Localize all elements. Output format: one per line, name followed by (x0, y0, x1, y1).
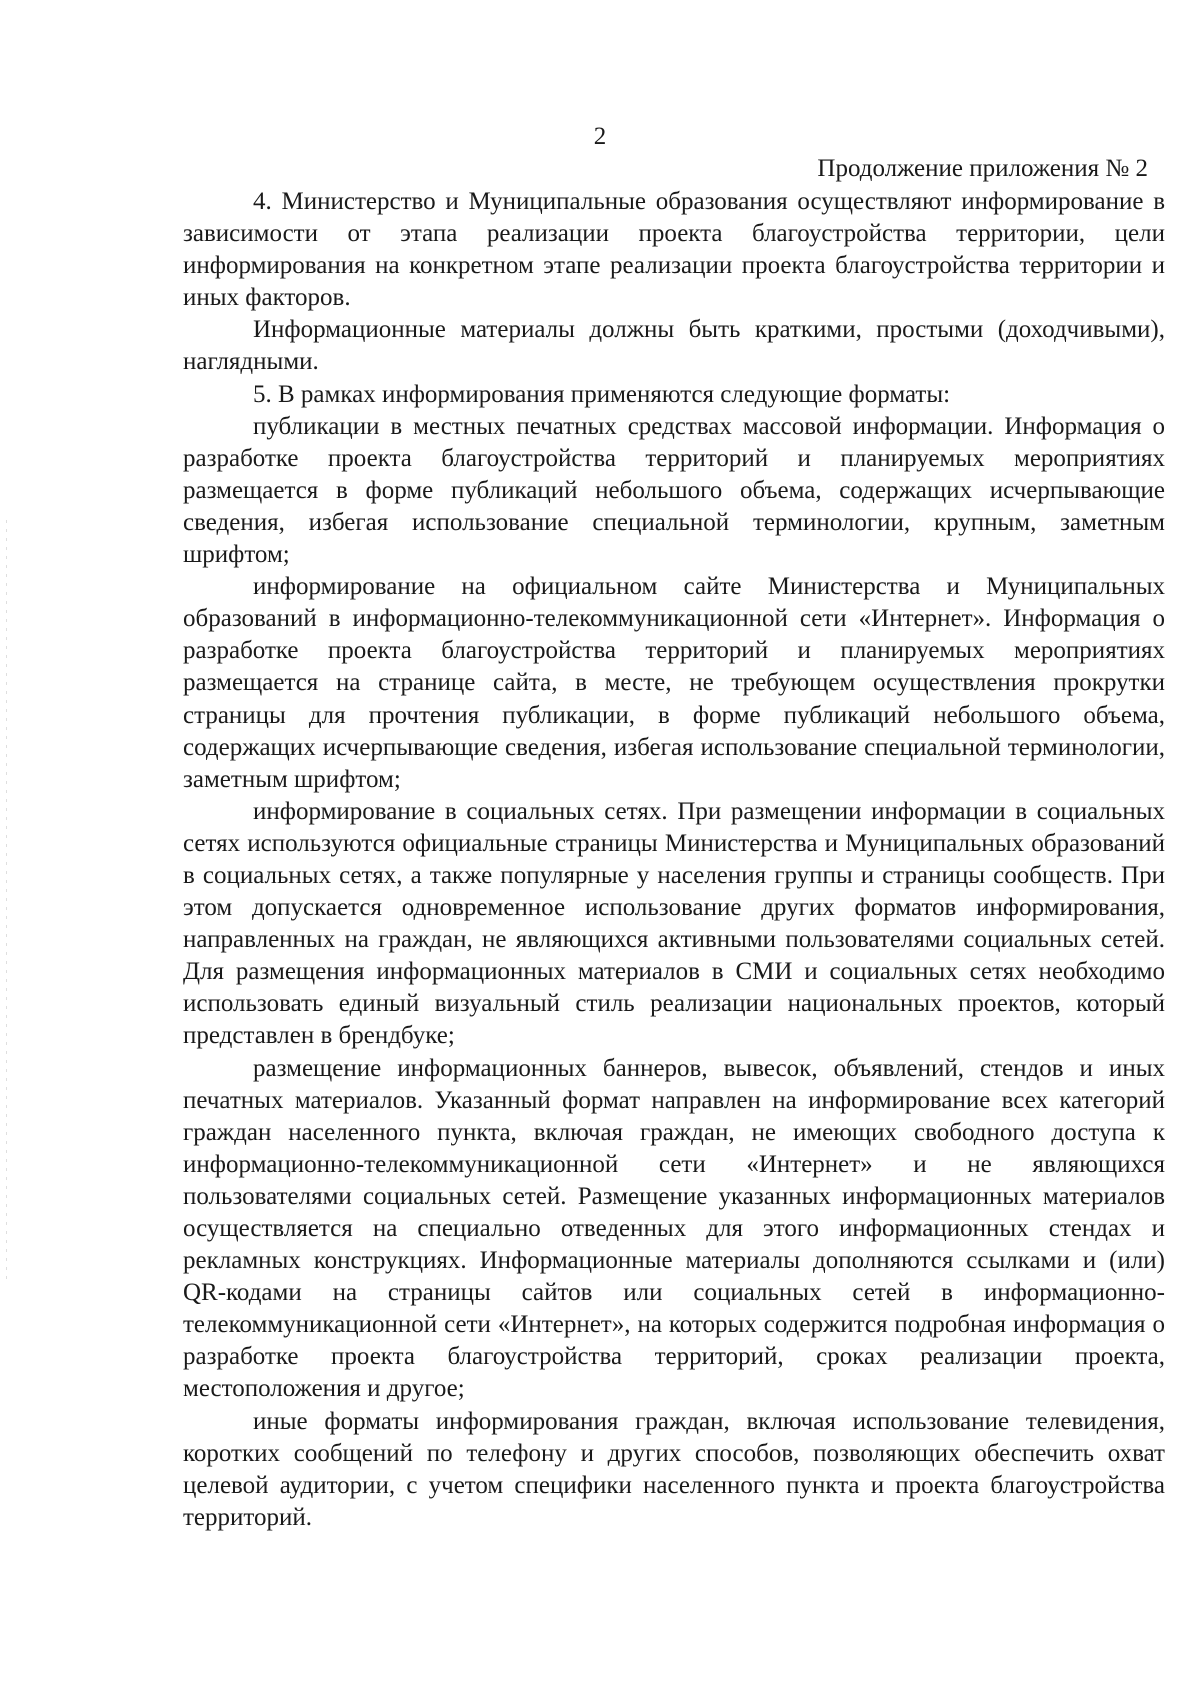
paragraph-format-print-media: публикации в местных печатных средствах массовой информации. Информация о разработке проекта благоустройства территорий и планируемых мероприятиях размещается в форме публикаций небольшого объема, содержащих исчерпывающие сведения, избегая использование специальной терминологии, крупным, заметным шрифтом; (183, 412, 1165, 569)
appendix-continuation-label: Продолжение приложения № 2 (817, 155, 1148, 182)
paragraph-format-official-website: информирование на официальном сайте Министерства и Муниципальных образований в информационно-телекоммуникационной сети «Интернет». Информация о разработке проекта благоустройства территорий и планируемых мероприятиях размещается на странице сайта, в месте, не требующем осуществления прокрутки страницы для прочтения публикации, в форме публикаций небольшого объема, содержащих исчерпывающие сведения, избегая использование специальной терминологии, заметным шрифтом; (183, 573, 1165, 793)
paragraph-item-4: 4. Министерство и Муниципальные образования осуществляют информирование в зависимости от этапа реализации проекта благоустройства территории, цели информирования на конкретном этапе реализации проекта благоустройства территории и иных факторов. (183, 188, 1165, 312)
paragraph-item-5: 5. В рамках информирования применяются следующие форматы: (253, 380, 951, 408)
document-body (183, 186, 1165, 1534)
paragraph-materials-requirements: Информационные материалы должны быть краткими, простыми (доходчивыми), наглядными. (183, 316, 1165, 376)
scan-edge-artifact (6, 520, 7, 1280)
page-number: 2 (593, 123, 607, 150)
paragraph-format-other: иные форматы информирования граждан, включая использование телевидения, коротких сообщений по телефону и других способов, позволяющих обеспечить охват целевой аудитории, с учетом специфики населенного пункта и проекта благоустройства территорий. (183, 1407, 1165, 1531)
paragraph-format-banners-stands: размещение информационных баннеров, вывесок, объявлений, стендов и иных печатных материалов. Указанный формат направлен на информирование всех категорий граждан населенного пункта, включая граждан, не имеющих свободного доступа к информационно-телекоммуникационной сети «Интернет» и не являющихся пользователями социальных сетей. Размещение указанных информационных материалов осуществляется на специально отведенных для этого информационных стендах и рекламных конструкциях. Информационные материалы дополняются ссылками и (или) QR-кодами на страницы сайтов или социальных сетей в информационно-телекоммуникационной сети «Интернет», на которых содержится подробная информация о разработке проекта благоустройства территорий, сроках реализации проекта, местоположения и другое; (183, 1054, 1165, 1403)
paragraph-format-social-networks: информирование в социальных сетях. При размещении информации в социальных сетях используются официальные страницы Министерства и Муниципальных образований в социальных сетях, а также популярные у населения группы и страницы сообществ. При этом допускается одновременное использование других форматов информирования, направленных на граждан, не являющихся активными пользователями социальных сетей. Для размещения информационных материалов в СМИ и социальных сетях необходимо использовать единый визуальный стиль реализации национальных проектов, который представлен в брендбуке; (183, 797, 1165, 1050)
